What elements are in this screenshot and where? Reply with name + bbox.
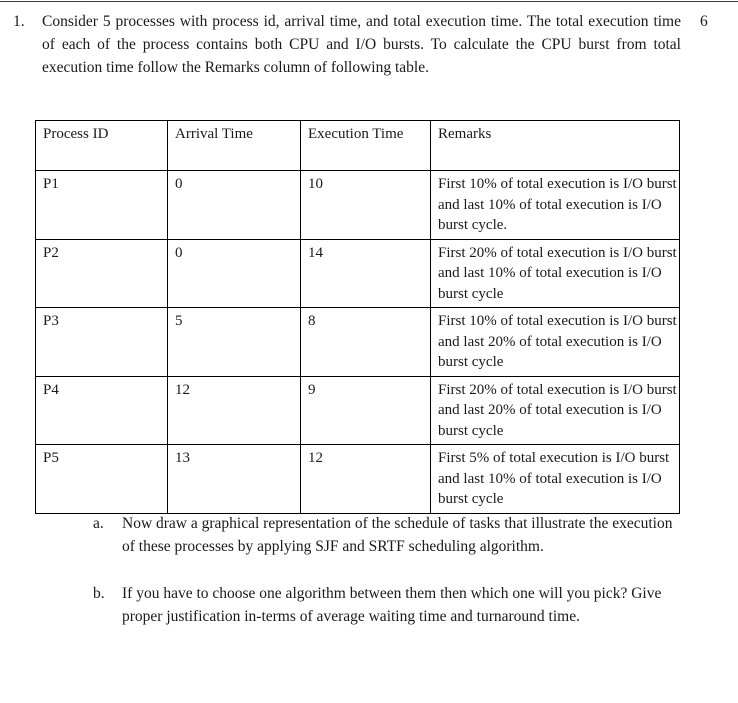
question-text: Consider 5 processes with process id, arrival time, and total execution time. The total execution time of each of the process contains both CPU and I/O bursts. To calculate the CPU burst from total execution time follow the Remarks column of following table.: [42, 13, 681, 77]
process-table: [35, 120, 685, 514]
cell-remarks: First 20% of total execution is I/O burst and last 20% of total execution is I/O burst cycle: [431, 376, 680, 445]
cell-process-id: P5: [36, 445, 168, 514]
column-header-remarks: Remarks: [431, 121, 680, 171]
table-row: [36, 376, 680, 445]
cell-arrival-time: 0: [168, 171, 301, 240]
cell-remarks: First 10% of total execution is I/O burst and last 10% of total execution is I/O burst cycle.: [431, 171, 680, 240]
sub-question-b-text: If you have to choose one algorithm between them then which one will you pick? Give proper justification in-terms of average waiting time and turnaround time.: [122, 585, 662, 626]
cell-remarks: First 5% of total execution is I/O burst and last 10% of total execution is I/O burst cycle: [431, 445, 680, 514]
sub-question-a-marker: a.: [93, 515, 104, 532]
cell-execution-time: 8: [301, 308, 431, 377]
column-header-arrival-time: Arrival Time: [168, 121, 301, 171]
sub-question-b: [0, 582, 738, 652]
cell-remarks: First 20% of total execution is I/O burst and last 10% of total execution is I/O burst cycle: [431, 239, 680, 308]
cell-remarks: First 10% of total execution is I/O burst and last 20% of total execution is I/O burst cycle: [431, 308, 680, 377]
table-header-row: [36, 121, 680, 171]
cell-execution-time: 10: [301, 171, 431, 240]
table-row: [36, 445, 680, 514]
cell-execution-time: 9: [301, 376, 431, 445]
table-row: [36, 239, 680, 308]
table-row: [36, 171, 680, 240]
page-top-rule: [0, 1, 738, 2]
sub-question-list: [0, 512, 738, 652]
cell-arrival-time: 13: [168, 445, 301, 514]
cell-arrival-time: 5: [168, 308, 301, 377]
table-row: [36, 308, 680, 377]
question-number: 1.: [13, 13, 25, 30]
table-header: [36, 121, 680, 171]
cell-execution-time: 12: [301, 445, 431, 514]
table-body: [36, 171, 685, 514]
cell-arrival-time: 0: [168, 239, 301, 308]
cell-execution-time: 14: [301, 239, 431, 308]
column-header-execution-time: Execution Time: [301, 121, 431, 171]
sub-question-b-marker: b.: [93, 585, 105, 602]
column-header-process-id: Process ID: [36, 121, 168, 171]
cell-process-id: P3: [36, 308, 168, 377]
cell-arrival-time: 12: [168, 376, 301, 445]
cell-process-id: P1: [36, 171, 168, 240]
question-marks: 6: [700, 13, 708, 30]
cell-process-id: P4: [36, 376, 168, 445]
sub-question-a-text: Now draw a graphical representation of the schedule of tasks that illustrate the execution of these processes by applying SJF and SRTF scheduling algorithm.: [122, 515, 673, 556]
sub-question-a: [0, 512, 738, 582]
cell-process-id: P2: [36, 239, 168, 308]
